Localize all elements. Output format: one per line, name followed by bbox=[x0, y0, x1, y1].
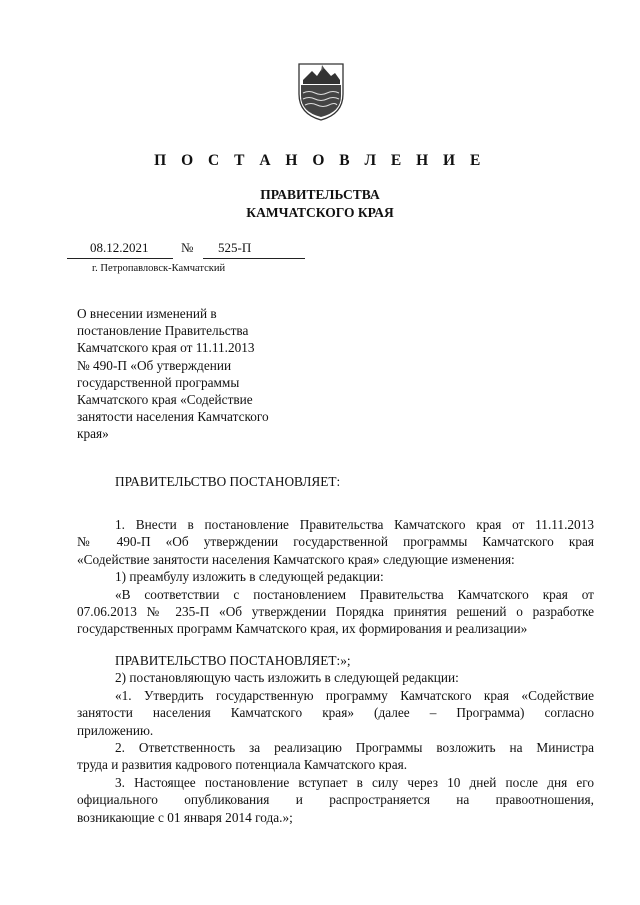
document-subject bbox=[77, 305, 305, 443]
body-line: труда и развития кадрового потенциала Камчатского края. bbox=[77, 757, 408, 773]
body-line: «В соответствии с постановлением Правительства Камчатского края от bbox=[115, 586, 594, 602]
body-line: приложению. bbox=[77, 722, 154, 738]
body-line: «1. Утвердить государственную программу Камчатского края «Содействие bbox=[115, 687, 594, 703]
number-underline bbox=[203, 258, 305, 259]
subject-line: государственной программы bbox=[77, 374, 240, 390]
date-underline bbox=[67, 258, 173, 259]
document-date: 08.12.2021 bbox=[90, 240, 149, 255]
body-line: официального опубликования и распространяется на правоотношения, bbox=[77, 792, 594, 808]
org-name-line2: КАМЧАТСКОГО КРАЯ bbox=[246, 205, 394, 220]
subject-line: края» bbox=[77, 426, 109, 442]
body-line: 1. Внести в постановление Правительства Камчатского края от 11.11.2013 bbox=[115, 517, 594, 532]
body-line: «Содействие занятости населения Камчатского края» следующие изменения: bbox=[77, 551, 515, 567]
decree-heading-quoted: ПРАВИТЕЛЬСТВО ПОСТАНОВЛЯЕТ:»; bbox=[115, 653, 351, 668]
document-title: П О С Т А Н О В Л Е Н И Е bbox=[154, 152, 486, 169]
body-line: 3. Настоящее постановление вступает в силу через 10 дней после дня его bbox=[115, 774, 594, 790]
body-line: 2. Ответственность за реализацию Программы возложить на Министра bbox=[115, 740, 594, 756]
subject-line: № 490-П «Об утверждении bbox=[77, 357, 232, 373]
subject-line: О внесении изменений в bbox=[77, 306, 217, 321]
body-line: государственных программ Камчатского края, их формирования и реализации» bbox=[77, 621, 528, 637]
body-line: 07.06.2013 № 235-П «Об утверждении Порядка принятия решений о разработке bbox=[77, 604, 594, 620]
body-line: 2) постановляющую часть изложить в следующей редакции: bbox=[115, 670, 459, 686]
subject-line: Камчатского края от 11.11.2013 bbox=[77, 340, 255, 356]
body-text bbox=[77, 516, 594, 638]
body-line: № 490-П «Об утверждении государственной программы Камчатского края bbox=[77, 534, 594, 550]
coat-of-arms-emblem bbox=[295, 60, 347, 122]
org-name-line1: ПРАВИТЕЛЬСТВА bbox=[260, 187, 380, 202]
body-line: занятости населения Камчатского края» (далее – Программа) согласно bbox=[77, 705, 594, 721]
body-line: 1) преамбулу изложить в следующей редакции: bbox=[115, 569, 384, 585]
subject-line: занятости населения Камчатского bbox=[77, 409, 269, 425]
number-sign: № bbox=[181, 240, 194, 255]
body-text-continued bbox=[77, 652, 594, 826]
body-line: возникающие с 01 января 2014 года.»; bbox=[77, 809, 293, 825]
subject-line: постановление Правительства bbox=[77, 323, 249, 339]
decree-heading: ПРАВИТЕЛЬСТВО ПОСТАНОВЛЯЕТ: bbox=[115, 474, 341, 489]
city-name: г. Петропавловск-Камчатский bbox=[92, 263, 226, 274]
document-number: 525-П bbox=[218, 240, 252, 255]
subject-line: Камчатского края «Содействие bbox=[77, 392, 253, 408]
